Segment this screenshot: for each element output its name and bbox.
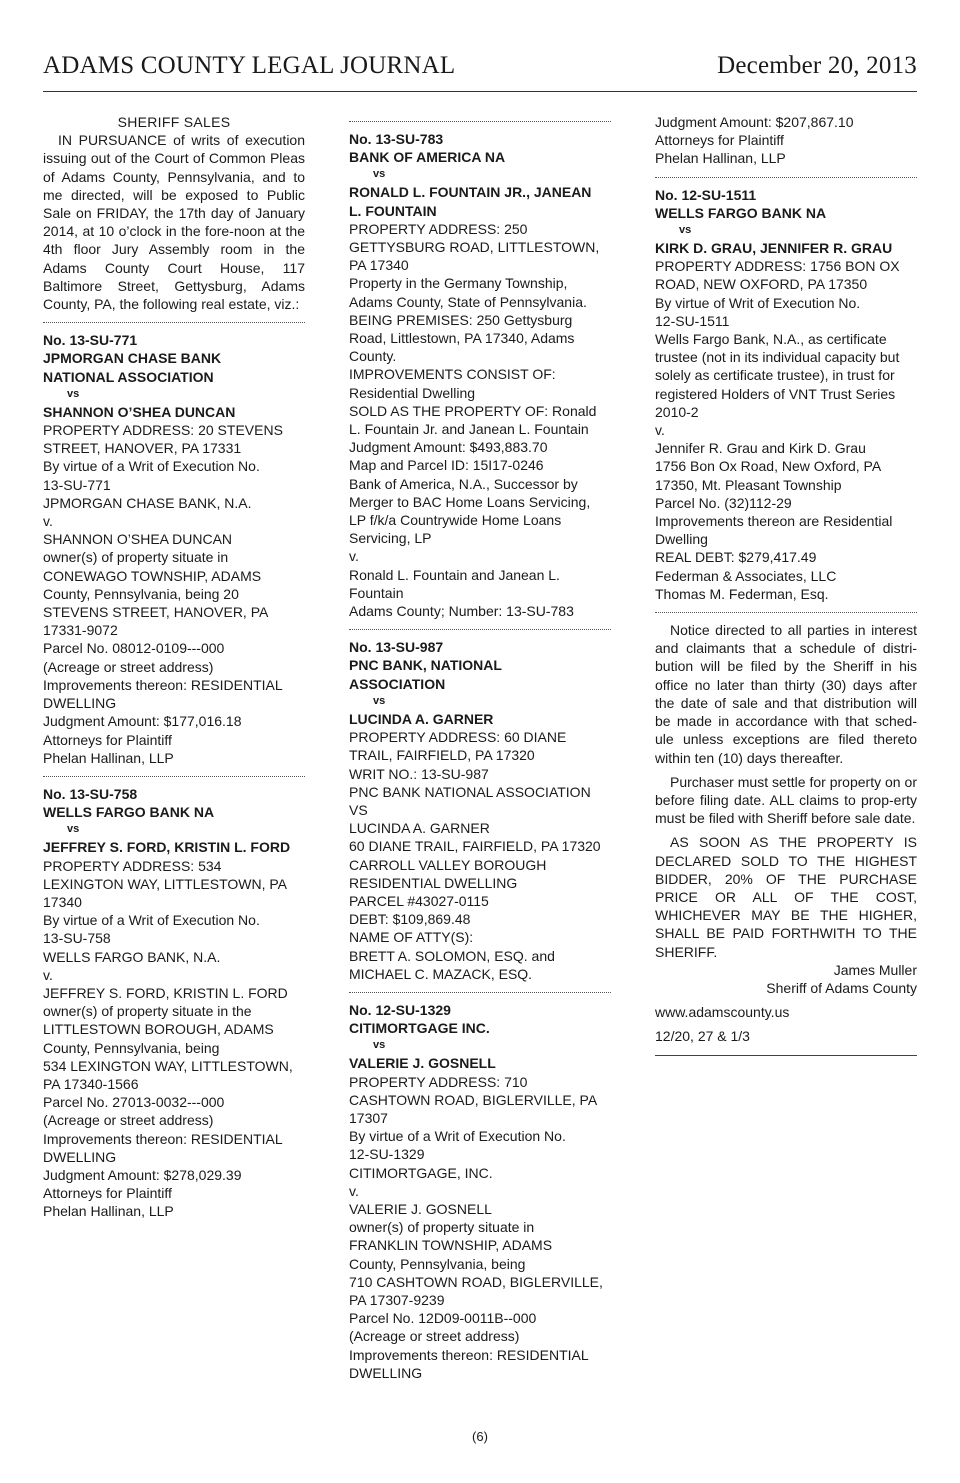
case-entry xyxy=(43,785,305,1221)
case-detail-line: v. xyxy=(43,966,53,983)
payment-notice: AS SOON AS THE PROPERTY IS DECLARED SOLD TO THE HIGHEST BIDDER, 20% OF THE PURCHASE PRICE OR ALL OF THE COST, WHICHEVER MAY BE THE HIGHER, SHALL BE PAID FORTHWITH TO THE SHERIFF. xyxy=(655,834,917,960)
case-detail-line: CONEWAGO TOWNSHIP, ADAMS xyxy=(43,567,262,584)
case-detail-line: trustee (not in its individual capacity but xyxy=(655,349,900,366)
case-detail-line: SHANNON O’SHEA DUNCAN xyxy=(43,531,233,548)
case-detail-line: PROPERTY ADDRESS: 20 STEVENS xyxy=(43,422,283,439)
case-detail-line: PARCEL #43027-0115 xyxy=(349,892,489,909)
versus-label: vs xyxy=(679,224,692,237)
case-detail-line: PA 17340 xyxy=(349,257,409,274)
case-detail-line: By virtue of a Writ of Execution No. xyxy=(43,912,260,929)
case-detail-line: WELLS FARGO BANK, N.A. xyxy=(43,948,221,965)
column-3 xyxy=(655,113,917,1056)
case-detail-line: Fountain xyxy=(349,584,404,601)
case-detail-line: 534 LEXINGTON WAY, LITTLESTOWN, xyxy=(43,1057,293,1074)
publication-dates: 12/20, 27 & 1/3 xyxy=(655,1028,750,1045)
versus-label: vs xyxy=(67,823,80,836)
case-number: No. 13-SU-758 xyxy=(43,785,138,802)
column-2 xyxy=(349,113,611,1382)
case-entry xyxy=(349,1001,611,1382)
case-detail-line: LEXINGTON WAY, LITTLESTOWN, PA xyxy=(43,875,288,892)
case-detail-line: Judgment Amount: $493,883.70 xyxy=(349,439,548,456)
defendant-name: LUCINDA A. GARNER xyxy=(349,710,494,727)
case-detail-line: PNC BANK NATIONAL ASSOCIATION xyxy=(349,783,591,800)
case-detail-line: 2010-2 xyxy=(655,403,699,420)
case-detail-line: CITIMORTGAGE, INC. xyxy=(349,1164,493,1181)
case-detail-line: 13-SU-771 xyxy=(43,476,111,493)
case-detail-line: LP f/k/a Countrywide Home Loans xyxy=(349,512,562,529)
case-detail-line: Servicing, LP xyxy=(349,530,432,547)
case-detail-line: PROPERTY ADDRESS: 710 xyxy=(349,1073,528,1090)
case-detail-line: Adams County; Number: 13-SU-783 xyxy=(349,603,574,620)
case-detail-line: LUCINDA A. GARNER xyxy=(349,820,490,837)
case-detail-line: Improvements thereon are Residential xyxy=(655,513,893,530)
case-detail-line: LITTLESTOWN BOROUGH, ADAMS xyxy=(43,1021,274,1038)
section-title: SHERIFF SALES xyxy=(117,114,231,130)
case-detail-line: 1756 Bon Ox Road, New Oxford, PA xyxy=(655,458,882,475)
case-detail-line: 12-SU-1329 xyxy=(349,1146,425,1163)
case-detail-line: County, Pennsylvania, being xyxy=(349,1255,526,1272)
case-detail-line: By virtue of a Writ of Execution No. xyxy=(349,1128,566,1145)
versus-label: vs xyxy=(67,387,80,400)
case-detail-line: solely as certificate trustee), in trust for xyxy=(655,367,895,384)
defendant-name: RONALD L. FOUNTAIN JR., JANEAN xyxy=(349,184,592,201)
masthead xyxy=(43,52,917,88)
plaintiff-name: WELLS FARGO BANK NA xyxy=(43,804,215,821)
case-detail-line: Judgment Amount: $177,016.18 xyxy=(43,713,242,730)
plaintiff-name: CITIMORTGAGE INC. xyxy=(349,1020,490,1037)
case-detail-line: JEFFREY S. FORD, KRISTIN L. FORD xyxy=(43,984,288,1001)
case-detail-line: Improvements thereon: RESIDENTIAL xyxy=(43,676,283,693)
case-detail-line: Map and Parcel ID: 15I17-0246 xyxy=(349,457,544,474)
case-detail-line: DWELLING xyxy=(43,1148,117,1165)
case-detail-line: STEVENS STREET, HANOVER, PA xyxy=(43,604,269,621)
end-rule xyxy=(655,1055,917,1056)
case-detail-line: registered Holders of VNT Trust Series xyxy=(655,385,896,402)
case-detail-line: NAME OF ATTY(S): xyxy=(349,929,474,946)
case-detail-line: owner(s) of property situate in xyxy=(43,549,229,566)
case-detail-line: BRETT A. SOLOMON, ESQ. and xyxy=(349,947,555,964)
issue-date: December 20, 2013 xyxy=(717,52,917,79)
case-detail-line: REAL DEBT: $279,417.49 xyxy=(655,549,817,566)
case-detail-line: Parcel No. 08012-0109---000 xyxy=(43,640,225,657)
case-detail-line: VS xyxy=(349,801,368,818)
case-detail-line: JPMORGAN CHASE BANK, N.A. xyxy=(43,494,252,511)
plaintiff-name: PNC BANK, NATIONAL xyxy=(349,657,502,674)
case-detail-line: PA 17340-1566 xyxy=(43,1075,139,1092)
case-number: No. 13-SU-987 xyxy=(349,639,444,656)
case-entry xyxy=(349,638,611,983)
journal-title: ADAMS COUNTY LEGAL JOURNAL xyxy=(43,52,456,79)
case-detail-line: PROPERTY ADDRESS: 250 xyxy=(349,220,528,237)
case-detail-line: DWELLING xyxy=(349,1364,423,1381)
case-entry xyxy=(43,331,305,767)
case-detail-line: GETTYSBURG ROAD, LITTLESTOWN, xyxy=(349,239,600,256)
case-detail-line: MICHAEL C. MAZACK, ESQ. xyxy=(349,965,533,982)
case-number: No. 13-SU-771 xyxy=(43,332,138,349)
signer-name: James Muller xyxy=(833,961,917,978)
plaintiff-name: NATIONAL ASSOCIATION xyxy=(43,368,214,385)
case-detail-line: SOLD AS THE PROPERTY OF: Ronald xyxy=(349,402,597,419)
case-detail-line: County, Pennsylvania, being 20 xyxy=(43,585,239,602)
case-detail-line: DWELLING xyxy=(43,695,117,712)
case-detail-line: 60 DIANE TRAIL, FAIRFIELD, PA 17320 xyxy=(349,838,601,855)
case-detail-line: FRANKLIN TOWNSHIP, ADAMS xyxy=(349,1237,553,1254)
case-detail-line: CARROLL VALLEY BOROUGH xyxy=(349,856,547,873)
versus-label: vs xyxy=(373,168,386,181)
case-detail-line: County. xyxy=(349,348,397,365)
case-detail-line: Parcel No. 12D09-0011B--000 xyxy=(349,1310,537,1327)
defendant-name: JEFFREY S. FORD, KRISTIN L. FORD xyxy=(43,839,291,856)
case-detail-line: owner(s) of property situate in the xyxy=(43,1003,252,1020)
case-detail-line: Road, Littlestown, PA 17340, Adams xyxy=(349,330,575,347)
case-number: No. 12-SU-1511 xyxy=(655,186,757,203)
plaintiff-name: ASSOCIATION xyxy=(349,675,446,692)
case-detail-line: v. xyxy=(43,513,53,530)
case-detail-line: DEBT: $109,869.48 xyxy=(349,911,471,928)
website: www.adamscounty.us xyxy=(655,1004,790,1021)
case-detail-line: Attorneys for Plaintiff xyxy=(655,132,784,149)
distribution-notice: Notice directed to all parties in interest and claimants that a schedule of distri-bution will be filed by the Sheriff in his office no later than thirty (30) days after the date of sale and that distribution will be made in accordance with that sched-ule unless exceptions are filed thereto within ten (10) days thereafter. xyxy=(655,622,917,766)
case-detail-line: WRIT NO.: 13-SU-987 xyxy=(349,765,489,782)
case-detail-line: Dwelling xyxy=(655,531,708,548)
case-detail-line: BEING PREMISES: 250 Gettysburg xyxy=(349,311,573,328)
dotted-separator xyxy=(349,629,611,630)
case-detail-line: Adams County, State of Pennsylvania. xyxy=(349,293,587,310)
case-detail-line: owner(s) of property situate in xyxy=(349,1219,535,1236)
case-entry xyxy=(655,186,917,603)
case-entry xyxy=(349,130,611,620)
case-detail-line: Merger to BAC Home Loans Servicing, xyxy=(349,493,591,510)
case-detail-line: Thomas M. Federman, Esq. xyxy=(655,585,829,602)
case-detail-line: 12-SU-1511 xyxy=(655,312,730,329)
case-detail-line: County, Pennsylvania, being xyxy=(43,1039,220,1056)
case-detail-line: Bank of America, N.A., Successor by xyxy=(349,475,578,492)
versus-label: vs xyxy=(373,1039,386,1052)
case-detail-line: Phelan Hallinan, LLP xyxy=(43,749,174,766)
case-detail-line: PROPERTY ADDRESS: 1756 BON OX xyxy=(655,258,900,275)
case-detail-line: v. xyxy=(655,422,665,439)
header-rule xyxy=(43,91,917,92)
case-detail-line: (Acreage or street address) xyxy=(43,658,214,675)
defendant-name: L. FOUNTAIN xyxy=(349,202,437,219)
dotted-separator xyxy=(43,776,305,777)
dotted-separator xyxy=(349,121,611,122)
case-detail-line: IMPROVEMENTS CONSIST OF: xyxy=(349,366,556,383)
case-detail-line: Property in the Germany Township, xyxy=(349,275,568,292)
dotted-separator xyxy=(43,322,305,323)
plaintiff-name: JPMORGAN CHASE BANK xyxy=(43,350,222,367)
plaintiff-name: WELLS FARGO BANK NA xyxy=(655,204,827,221)
case-detail-line: Phelan Hallinan, LLP xyxy=(43,1203,174,1220)
case-detail-line: TRAIL, FAIRFIELD, PA 17320 xyxy=(349,747,535,764)
intro-paragraph: IN PURSUANCE of writs of execution issuing out of the Court of Common Pleas of Adams County, Pennsylvania, and to me directed, will be exposed to Public Sale on FRIDAY, the 17th day of January 2014, at 10 o’clock in the fore-noon at the 4th floor Jury Assembly room in the Adams County Court House, 117 Baltimore Street, Gettysburg, Adams County, PA, the following real estate, viz.: xyxy=(43,132,305,313)
signer-title: Sheriff of Adams County xyxy=(766,979,917,996)
case-detail-line: 13-SU-758 xyxy=(43,930,111,947)
case-detail-line: Federman & Associates, LLC xyxy=(655,567,837,584)
case-detail-line: CASHTOWN ROAD, BIGLERVILLE, PA xyxy=(349,1091,598,1108)
case-detail-line: 17350, Mt. Pleasant Township xyxy=(655,476,842,493)
case-number: No. 13-SU-783 xyxy=(349,131,444,147)
case-detail-line: STREET, HANOVER, PA 17331 xyxy=(43,440,242,457)
case-detail-line: 17340 xyxy=(43,893,82,910)
case-detail-line: RESIDENTIAL DWELLING xyxy=(349,874,518,891)
case-detail-line: VALERIE J. GOSNELL xyxy=(349,1200,492,1217)
case-detail-line: Attorneys for Plaintiff xyxy=(43,1185,172,1202)
page-number: (6) xyxy=(472,1429,488,1444)
versus-label: vs xyxy=(373,694,386,707)
case-detail-line: L. Fountain Jr. and Janean L. Fountain xyxy=(349,421,589,438)
case-detail-line: Ronald L. Fountain and Janean L. xyxy=(349,566,560,583)
plaintiff-name: BANK OF AMERICA NA xyxy=(349,149,506,166)
case-detail-line: PROPERTY ADDRESS: 534 xyxy=(43,857,222,874)
case-entry-continued xyxy=(655,113,917,168)
dotted-separator xyxy=(349,992,611,993)
defendant-name: KIRK D. GRAU, JENNIFER R. GRAU xyxy=(655,240,893,257)
case-detail-line: (Acreage or street address) xyxy=(43,1112,214,1129)
defendant-name: SHANNON O’SHEA DUNCAN xyxy=(43,403,236,420)
case-detail-line: (Acreage or street address) xyxy=(349,1328,520,1345)
defendant-name: VALERIE J. GOSNELL xyxy=(349,1055,496,1072)
case-detail-line: Residential Dwelling xyxy=(349,384,476,401)
case-detail-line: Jennifer R. Grau and Kirk D. Grau xyxy=(655,440,866,457)
dotted-separator xyxy=(655,177,917,178)
case-number: No. 12-SU-1329 xyxy=(349,1001,451,1018)
case-detail-line: Judgment Amount: $207,867.10 xyxy=(655,114,854,130)
case-detail-line: 17307 xyxy=(349,1109,388,1126)
case-detail-line: v. xyxy=(349,1182,359,1199)
dotted-separator xyxy=(655,612,917,613)
case-detail-line: Judgment Amount: $278,029.39 xyxy=(43,1166,242,1183)
case-detail-line: Wells Fargo Bank, N.A., as certificate xyxy=(655,331,887,348)
column-1 xyxy=(43,113,305,1221)
case-detail-line: 17331-9072 xyxy=(43,622,118,639)
case-detail-line: Phelan Hallinan, LLP xyxy=(655,150,786,167)
case-detail-line: Attorneys for Plaintiff xyxy=(43,731,172,748)
case-detail-line: 710 CASHTOWN ROAD, BIGLERVILLE, xyxy=(349,1273,603,1290)
case-detail-line: Improvements thereon: RESIDENTIAL xyxy=(349,1346,589,1363)
case-detail-line: By virtue of a Writ of Execution No. xyxy=(43,458,260,475)
case-detail-line: Parcel No. (32)112-29 xyxy=(655,494,792,511)
case-detail-line: By virtue of Writ of Execution No. xyxy=(655,294,861,311)
case-detail-line: PA 17307-9239 xyxy=(349,1291,445,1308)
case-detail-line: PROPERTY ADDRESS: 60 DIANE xyxy=(349,729,567,746)
case-detail-line: v. xyxy=(349,548,359,565)
case-detail-line: ROAD, NEW OXFORD, PA 17350 xyxy=(655,276,868,293)
case-detail-line: Improvements thereon: RESIDENTIAL xyxy=(43,1130,283,1147)
case-detail-line: Parcel No. 27013-0032---000 xyxy=(43,1094,225,1111)
purchaser-notice: Purchaser must settle for property on or before filing date. ALL claims to prop-erty must be filed with Sheriff before sale date. xyxy=(655,773,917,827)
